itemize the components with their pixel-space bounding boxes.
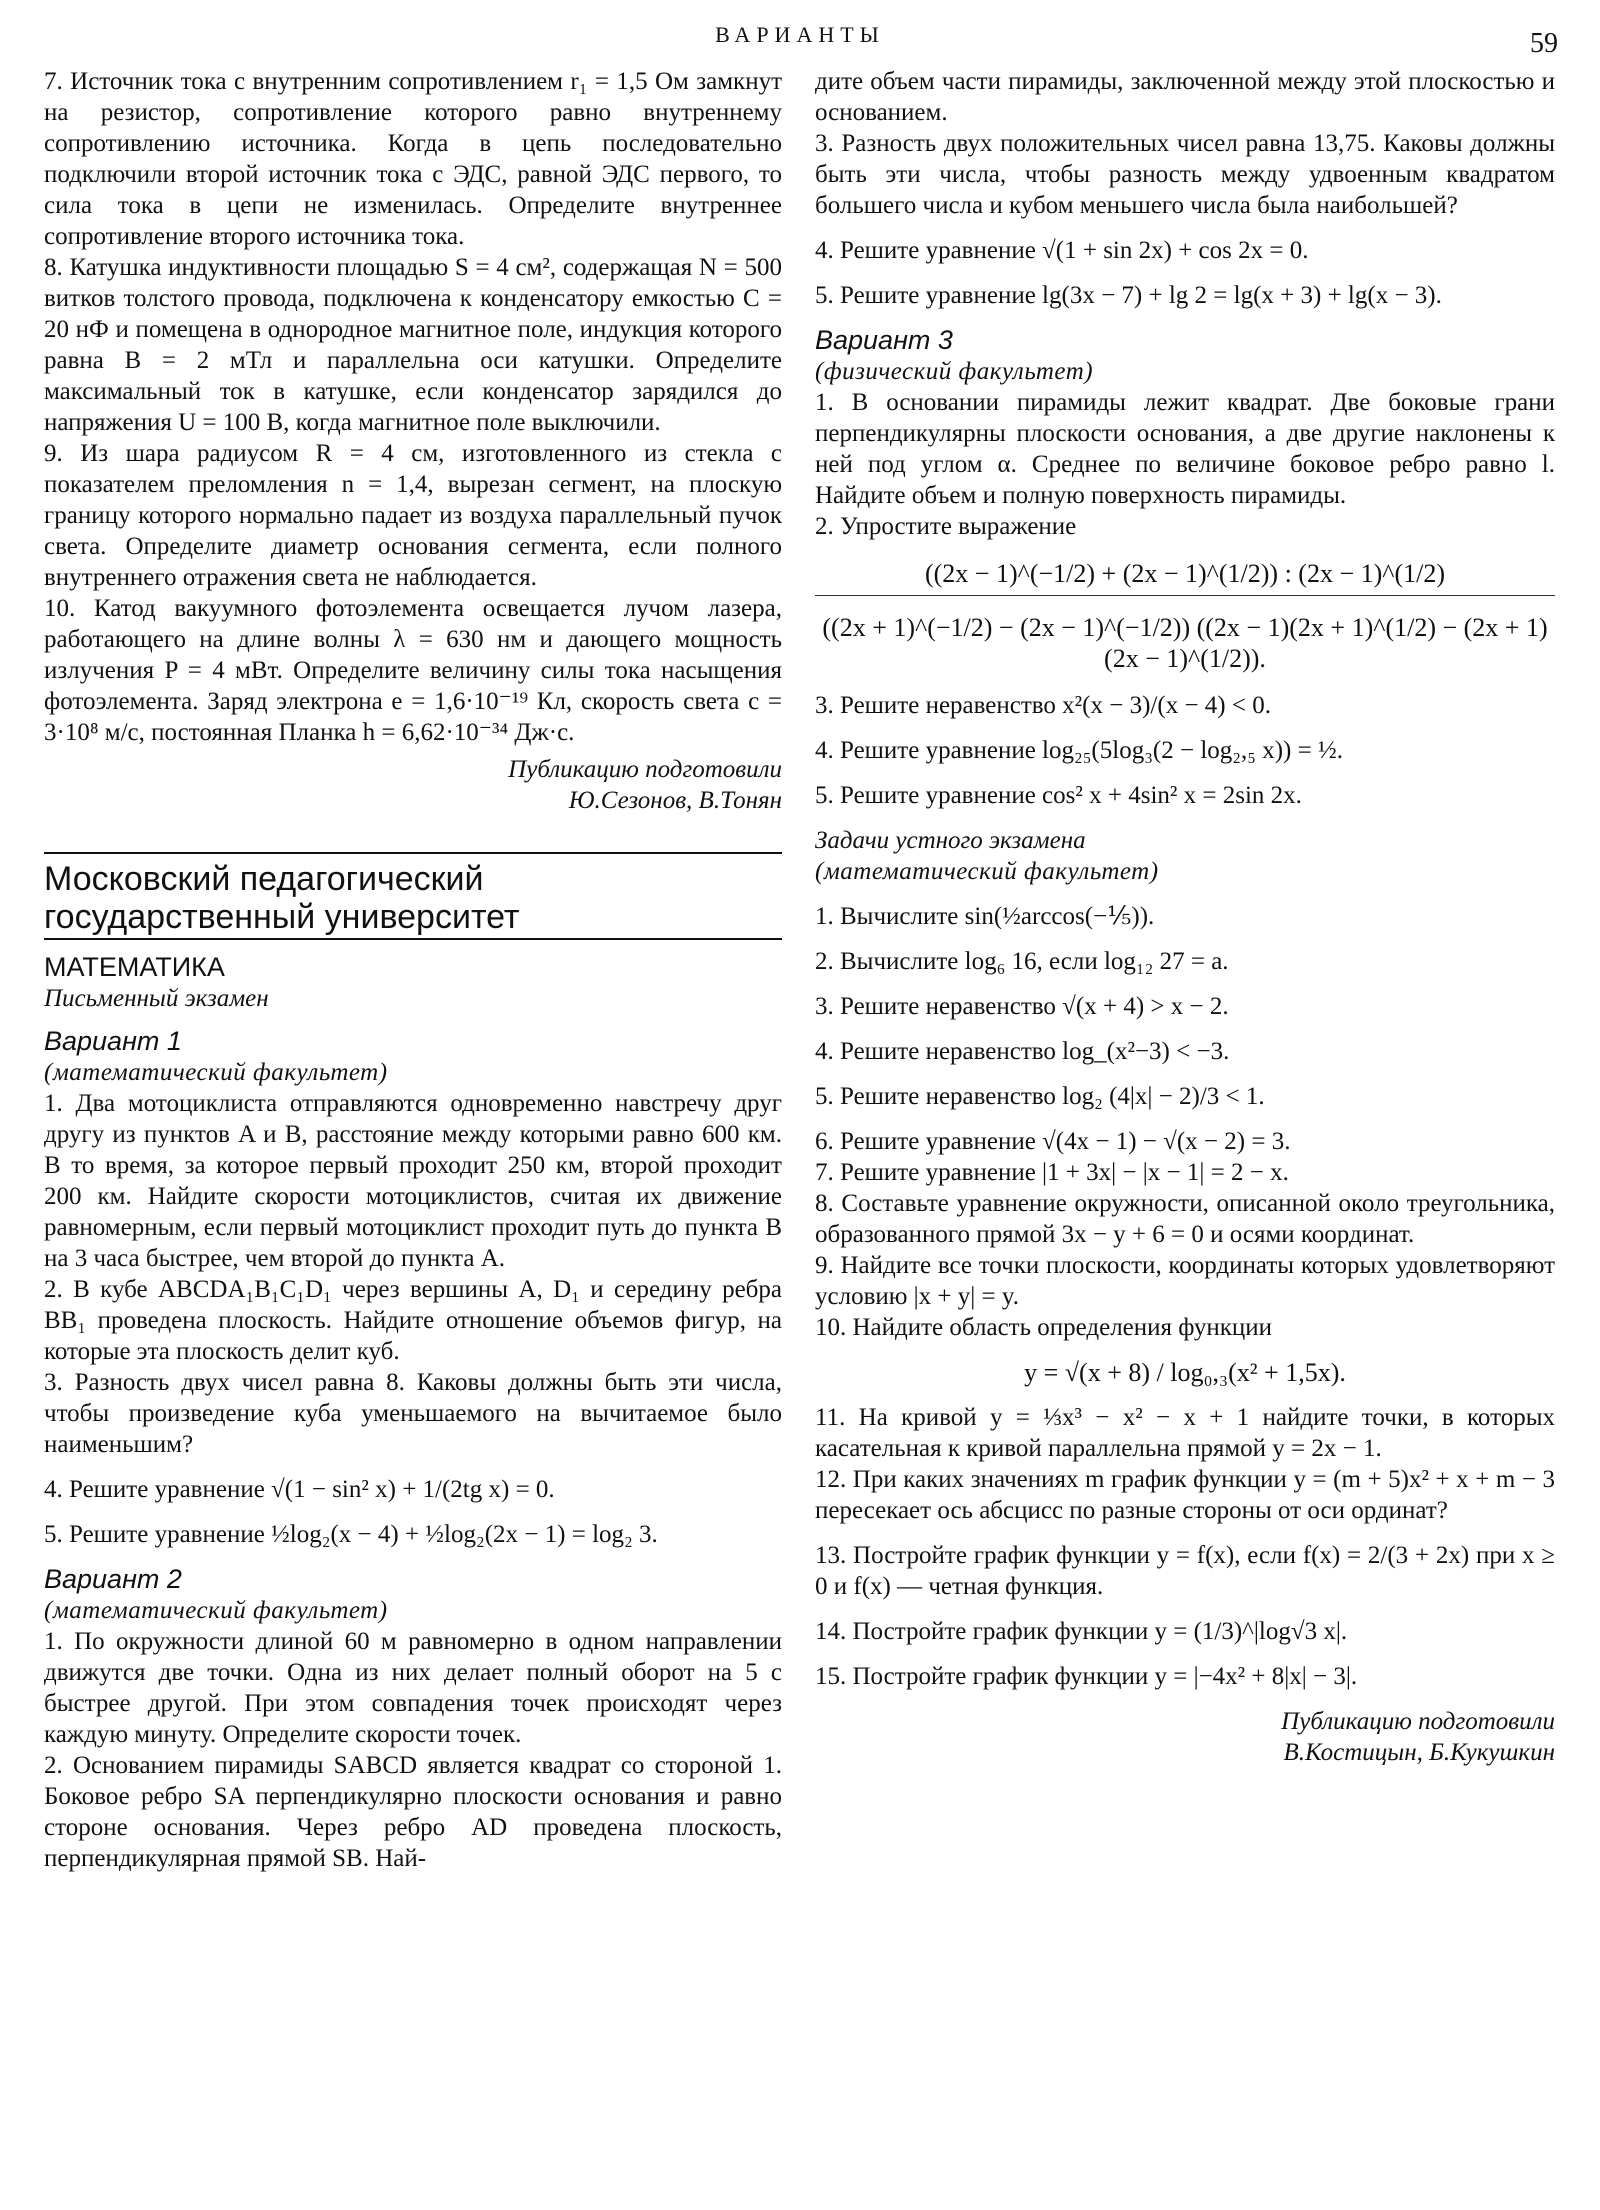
oral-problem-15: 15. Постройте график функции y = |−4x² + 8|x| − 3|. [815, 1663, 1358, 1690]
oral-exam-faculty: (математический факультет) [815, 858, 1159, 885]
exam-type: Письменный экзамен [44, 985, 269, 1012]
v1-problem-5: 5. Решите уравнение ½log₂(x − 4) + ½log₂(2x − 1) = log₂ 3. [44, 1521, 658, 1548]
v2-problem-2-continued: дите объем части пирамиды, заключенной между этой плоскостью и основанием. [815, 68, 1555, 126]
problem-9: 9. Из шара радиусом R = 4 см, изготовленного из стекла с показателем преломления n = 1,4, вырезан сегмент, на плоскую границу которого нормально падает из воздуха параллельный пучок света. Определите диаметр основания сегмента, если полного внутреннего отражения света не наблюдается. [44, 440, 782, 591]
oral-problem-1: 1. Вычислите sin(½arccos(−⅕)). [815, 903, 1155, 930]
variant-2-title: Вариант 2 [44, 1564, 182, 1594]
right-column [815, 66, 1555, 1768]
credits-label: Публикацию подготовили [1281, 1708, 1555, 1735]
oral-problem-8: 8. Составьте уравнение окружности, описанной около треугольника, образованного прямой 3x − y + 6 = 0 и осями координат. [815, 1190, 1555, 1248]
v3-problem-3: 3. Решите неравенство x²(x − 3)/(x − 4) < 0. [815, 692, 1271, 719]
v3-problem-4: 4. Решите уравнение log₂₅(5log₃(2 − log₂,₅ x)) = ½. [815, 737, 1343, 764]
problem-10: 10. Катод вакуумного фотоэлемента освещается лучом лазера, работающего на длине волны λ = 630 нм и дающего мощность излучения P = 4 мВт. Определите величину силы тока насыщения фотоэлемента. Заряд электрона e = 1,6·10⁻¹⁹ Кл, скорость света c = 3·10⁸ м/с, постоянная Планка h = 6,62·10⁻³⁴ Дж·с. [44, 595, 782, 746]
university-title-line1: Московский педагогический [44, 860, 484, 898]
oral-problem-12: 12. При каких значениях m график функции y = (m + 5)x² + x + m − 3 пересекает ось абсцисс по разные стороны от оси ординат? [815, 1466, 1555, 1524]
oral-problem-11: 11. На кривой y = ⅓x³ − x² − x + 1 найдите точки, в которых касательная к кривой параллельна прямой y = 2x − 1. [815, 1404, 1555, 1462]
oral-problem-14: 14. Постройте график функции y = (1/3)^|log√3 x|. [815, 1618, 1348, 1645]
credits-math [815, 1706, 1555, 1768]
variant-3-title: Вариант 3 [815, 325, 953, 355]
oral-problem-10: 10. Найдите область определения функции [815, 1314, 1273, 1341]
oral-problem-4: 4. Решите неравенство log_(x²−3) < −3. [815, 1038, 1230, 1065]
running-head: ВАРИАНТЫ [715, 22, 885, 47]
v1-problem-1: 1. Два мотоциклиста отправляются одновременно навстречу друг другу из пунктов A и B, расстояние между которыми равно 600 км. В то время, за которое первый проходит 250 км, второй проходит 200 км. Найдите скорости мотоциклистов, считая их движение равномерным, если первый мотоциклист проходит путь до пункта B на 3 часа быстрее, чем второй до пункта A. [44, 1090, 782, 1272]
v1-problem-2: 2. В кубе ABCDA₁B₁C₁D₁ через вершины A, D₁ и середину ребра BB₁ проведена плоскость. Найдите отношение объемов фигур, на которые эта плоскость делит куб. [44, 1276, 782, 1365]
problem-7: 7. Источник тока с внутренним сопротивлением r₁ = 1,5 Ом замкнут на резистор, сопротивление которого равно внутреннему сопротивлению источника. Когда в цепь последовательно подключили второй источник тока с ЭДС, равной ЭДС первого, то сила тока в цепи не изменилась. Определите внутреннее сопротивление второго источника тока. [44, 68, 782, 250]
credits-label: Публикацию подготовили [508, 756, 782, 783]
subject-heading: МАТЕМАТИКА [44, 952, 225, 982]
university-title [44, 852, 782, 940]
credits-names: Ю.Сезонов, В.Тонян [568, 787, 782, 814]
credits-physics [44, 754, 782, 816]
page-number: 59 [1530, 28, 1558, 59]
problem-8: 8. Катушка индуктивности площадью S = 4 см², содержащая N = 500 витков толстого провода, подключена к конденсатору емкостью C = 20 нФ и помещена в однородное магнитное поле, индукция которого равна B = 2 мТл и параллельна оси катушки. Определите максимальный ток в катушке, если конденсатор зарядился до напряжения U = 100 В, когда магнитное поле выключили. [44, 254, 782, 436]
v2-problem-1: 1. По окружности длиной 60 м равномерно в одном направлении движутся две точки. Одна из них делает полный оборот на 5 с быстрее другой. При этом совпадения точек происходят через каждую минуту. Определите скорости точек. [44, 1628, 782, 1748]
v2-problem-2: 2. Основанием пирамиды SABCD является квадрат со стороной 1. Боковое ребро SA перпендикулярно плоскости основания и равно стороне основания. Через ребро AD проведена плоскость, перпендикулярная прямой SB. Най- [44, 1752, 782, 1872]
oral-problem-5: 5. Решите неравенство log₂ (4|x| − 2)/3 < 1. [815, 1083, 1265, 1110]
variant-1-faculty: (математический факультет) [44, 1059, 388, 1086]
oral-problem-13: 13. Постройте график функции y = f(x), если f(x) = 2/(3 + 2x) при x ≥ 0 и f(x) — четная функция. [815, 1542, 1555, 1600]
oral-problem-6: 6. Решите уравнение √(4x − 1) − √(x − 2) = 3. [815, 1128, 1291, 1155]
variant-3-faculty: (физический факультет) [815, 358, 1094, 385]
v3-problem-5: 5. Решите уравнение cos² x + 4sin² x = 2sin 2x. [815, 782, 1302, 809]
v2-problem-5: 5. Решите уравнение lg(3x − 7) + lg 2 = lg(x + 3) + lg(x − 3). [815, 282, 1442, 309]
oral-problem-2: 2. Вычислите log₆ 16, если log₁₂ 27 = a. [815, 948, 1229, 975]
variant-1-title: Вариант 1 [44, 1026, 182, 1056]
university-title-line2: государственный университет [44, 898, 520, 936]
oral-problem-7: 7. Решите уравнение |1 + 3x| − |x − 1| = 2 − x. [815, 1159, 1289, 1186]
v1-problem-4: 4. Решите уравнение √(1 − sin² x) + 1/(2tg x) = 0. [44, 1476, 555, 1503]
v2-problem-3: 3. Разность двух положительных чисел равна 13,75. Каковы должны быть эти числа, чтобы разность между удвоенным квадратом большего числа и кубом меньшего числа была наибольшей? [815, 130, 1555, 219]
credits-names: В.Костицын, Б.Кукушкин [1283, 1739, 1555, 1766]
oral-exam-title: Задачи устного экзамена [815, 827, 1086, 854]
oral-problem-3: 3. Решите неравенство √(x + 4) > x − 2. [815, 993, 1229, 1020]
v3-problem-1: 1. В основании пирамиды лежит квадрат. Две боковые грани перпендикулярны плоскости основания, а две другие наклонены к ней под углом α. Среднее по величине боковое ребро равно l. Найдите объем и полную поверхность пирамиды. [815, 389, 1555, 509]
v3-expression-numerator: ((2x − 1)^(−1/2) + (2x − 1)^(1/2)) : (2x − 1)^(1/2) [815, 558, 1555, 596]
oral-problem-9: 9. Найдите все точки плоскости, координаты которых удовлетворяют условию |x + y| = y. [815, 1252, 1555, 1310]
variant-2-faculty: (математический факультет) [44, 1597, 388, 1624]
v3-problem-2: 2. Упростите выражение [815, 513, 1077, 540]
v3-expression-denominator: ((2x + 1)^(−1/2) − (2x − 1)^(−1/2)) ((2x − 1)(2x + 1)^(1/2) − (2x + 1)(2x − 1)^(1/2)). [822, 613, 1548, 673]
oral-problem-10-formula: y = √(x + 8) / log₀,₃(x² + 1,5x). [1024, 1358, 1346, 1387]
v1-problem-3: 3. Разность двух чисел равна 8. Каковы должны быть эти числа, чтобы произведение куба уменьшаемого на вычитаемое было наименьшим? [44, 1369, 782, 1458]
v2-problem-4: 4. Решите уравнение √(1 + sin 2x) + cos 2x = 0. [815, 237, 1309, 264]
left-column [44, 66, 782, 1874]
